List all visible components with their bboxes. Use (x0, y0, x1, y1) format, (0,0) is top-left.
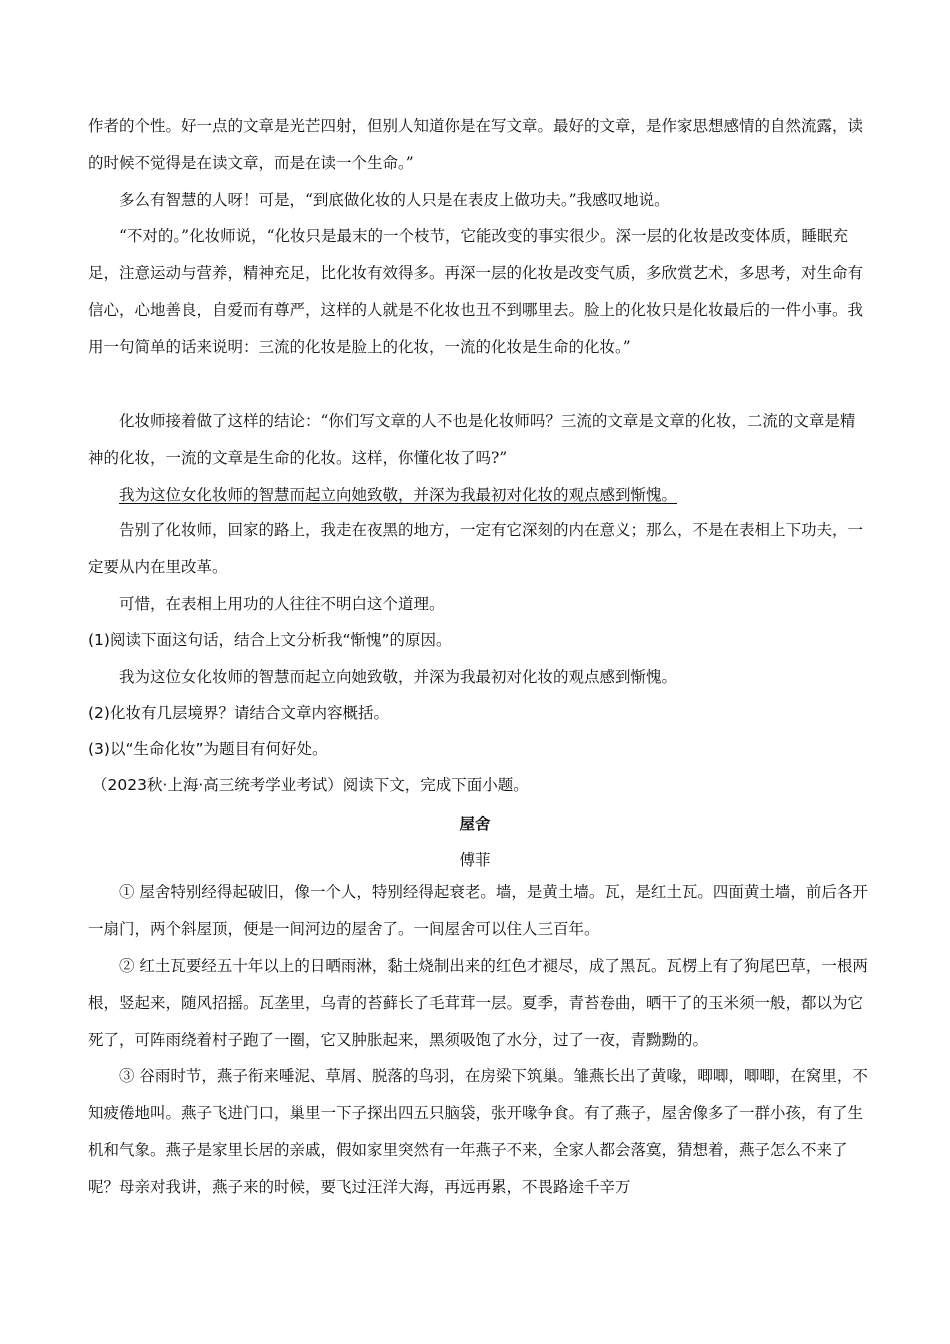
passage1-paragraph-6: 告别了化妆师，回家的路上，我走在夜黑的地方，一定有它深刻的内在意义；那么，不是在表相上下功夫，一定要从内在里改革。 (88, 521, 864, 576)
passage1-paragraph-4: 化妆师接着做了这样的结论：“你们写文章的人不也是化妆师吗？三流的文章是文章的化妆，二流的文章是精神的化妆，一流的文章是生命的化妆。这样，你懂化妆了吗?” (88, 412, 856, 467)
passage2-title: 屋舍 (459, 814, 491, 833)
passage2-paragraph-2: ② 红土瓦要经五十年以上的日晒雨淋，黏土烧制出来的红色才褪尽，成了黑瓦。瓦楞上有了狗尾巴草，一根两根，竖起来，随风招摇。瓦垄里，乌青的苔藓长了毛茸茸一层。夏季，青苔卷曲，晒干了的玉米须一般，都以为它死了，可阵雨绕着村子跑了一圈，它又肿胀起来，黑须吸饱了水分，过了一夜，青黝黝的。 (88, 957, 868, 1049)
question-2: (2)化妆有几层境界？请结合文章内容概括。 (88, 704, 389, 722)
question-3: (3)以“生命化妆”为题目有何好处。 (88, 740, 328, 758)
passage1-paragraph-2: 多么有智慧的人呀！可是，“到底做化妆的人只是在表皮上做功夫。”我感叹地说。 (119, 191, 670, 209)
passage1-paragraph-5: 我为这位女化妆师的智慧而起立向她致敬，并深为我最初对化妆的观点感到惭愧。 (119, 486, 678, 504)
passage2-paragraph-3: ③ 谷雨时节，燕子衔来唾泥、草屑、脱落的鸟羽，在房梁下筑巢。雏燕长出了黄喙，唧唧，唧唧，在窝里，不知疲倦地叫。燕子飞进门口，巢里一下子探出四五只脑袋，张开喙争食。有了燕子，屋舍像多了一群小孩，有了生机和气象。燕子是家里长居的亲戚，假如家里突然有一年燕子不来，全家人都会落寞，猜想着，燕子怎么不来了呢？母亲对我讲，燕子来的时候，要飞过汪洋大海，再远再累，不畏路途千辛万 (88, 1067, 868, 1196)
passage2-paragraph-1: ① 屋舍特别经得起破旧，像一个人，特别经得起衰老。墙，是黄土墙。瓦，是红土瓦。四面黄土墙，前后各开一扇门，两个斜屋顶，便是一间河边的屋舍了。一间屋舍可以住人三百年。 (88, 883, 868, 938)
question-1-quote: 我为这位女化妆师的智慧而起立向她致敬，并深为我最初对化妆的观点感到惭愧。 (119, 668, 678, 686)
passage1-paragraph-5-wrapper (88, 477, 870, 514)
exam-source-line: （2023秋·上海·高三统考学业考试）阅读下文，完成下面小题。 (92, 776, 529, 794)
passage1-paragraph-1: 作者的个性。好一点的文章是光芒四射，但别人知道你是在写文章。最好的文章，是作家思想感情的自然流露，读的时候不觉得是在读文章，而是在读一个生命。” (88, 117, 864, 172)
passage2-author: 傅菲 (459, 851, 491, 869)
question-1: (1)阅读下面这句话，结合上文分析我“惭愧”的原因。 (88, 631, 452, 649)
passage1-paragraph-3: “不对的。”化妆师说，“化妆只是最末的一个枝节，它能改变的事实很少。深一层的化妆是改变体质，睡眠充足，注意运动与营养，精神充足，比化妆有效得多。再深一层的化妆是改变气质，多欣赏艺术，多思考，对生命有信心，心地善良，自爱而有尊严，这样的人就是不化妆也丑不到哪里去。脸上的化妆只是化妆最后的一件小事。我用一句简单的话来说明：三流的化妆是脸上的化妆，一流的化妆是生命的化妆。” (88, 227, 864, 356)
passage1-paragraph-7: 可惜，在表相上用功的人往往不明白这个道理。 (119, 595, 445, 613)
